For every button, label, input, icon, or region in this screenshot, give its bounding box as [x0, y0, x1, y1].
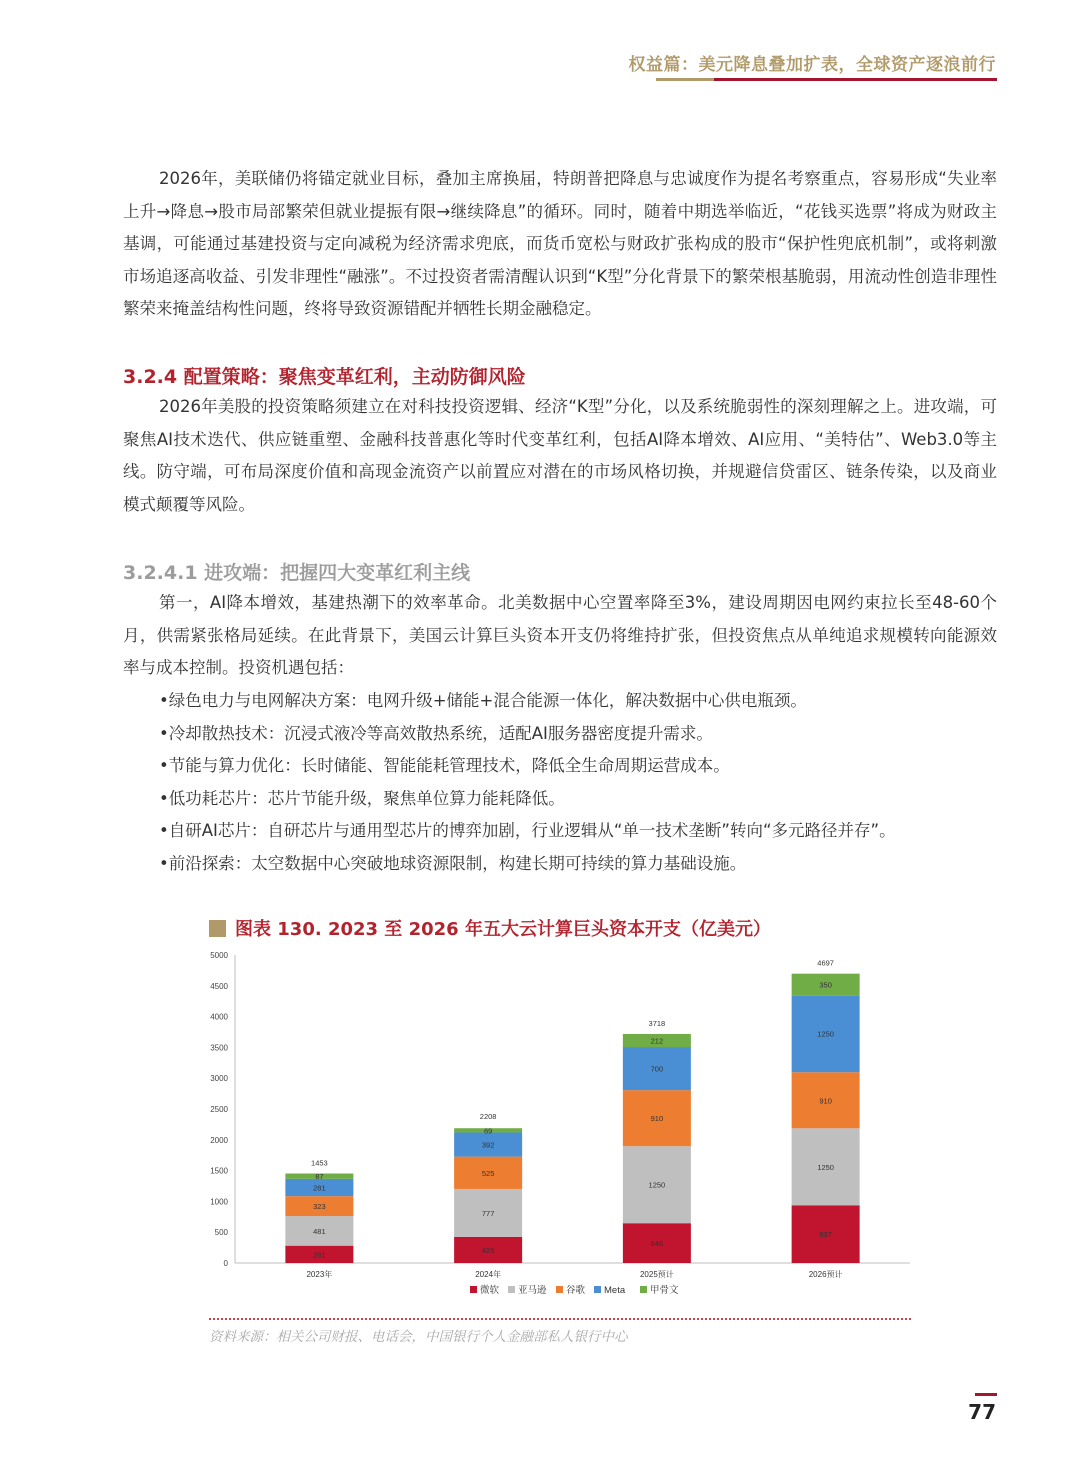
data-label: 1250 — [817, 1029, 834, 1039]
legend-label: Meta — [604, 1285, 626, 1296]
legend-swatch — [470, 1286, 477, 1293]
paragraph-2: 2026年美股的投资策略须建立在对科技投资逻辑、经济“K型”分化，以及系统脆弱性的深刻理解之上。进攻端，可聚焦AI技术迭代、供应链重塑、金融科技普惠化等时代变革红利，包括AI降本增效、AI应用、“美特估”、Web3.0等主线。防守端，可布局深度价值和高现金流资产以前置应对潜在的市场风格切换，并规避信贷雷区、链条传染，以及商业模式颠覆等风险。 — [123, 397, 997, 514]
data-label: 392 — [481, 1140, 495, 1150]
bullet-item: •前沿探索：太空数据中心突破地球资源限制，构建长期可持续的算力基础设施。 — [159, 853, 747, 873]
y-tick-label: 4500 — [210, 981, 228, 991]
section-heading-3-2-4-1: 3.2.4.1 进攻端：把握四大变革红利主线 — [123, 562, 471, 584]
x-tick-label: 2026预计 — [808, 1270, 843, 1279]
header-rule-red — [714, 78, 997, 81]
page-number-rule — [975, 1393, 997, 1396]
data-label: 212 — [650, 1036, 664, 1046]
legend-label: 微软 — [480, 1285, 500, 1296]
data-label: 525 — [481, 1168, 495, 1178]
capex-stacked-bar-chart — [190, 945, 920, 1310]
bullet-item: •自研AI芯片：自研芯片与通用型芯片的博弈加剧，行业逻辑从“单一技术垄断”转向“多元路径并存”。 — [159, 821, 896, 840]
total-label: 3718 — [648, 1018, 666, 1028]
data-label: 937 — [819, 1230, 832, 1240]
section-heading-3-2-4: 3.2.4 配置策略：聚焦变革红利，主动防御风险 — [123, 366, 526, 388]
legend-label: 谷歌 — [566, 1285, 586, 1296]
data-label: 87 — [315, 1172, 324, 1182]
legend-label: 甲骨文 — [650, 1285, 679, 1296]
chart-title-row — [209, 915, 771, 941]
data-label: 1250 — [817, 1162, 834, 1172]
chart-title-marker — [209, 920, 226, 937]
data-label: 700 — [650, 1064, 664, 1074]
source-divider — [209, 1318, 911, 1320]
data-label: 69 — [483, 1126, 493, 1136]
bullet-item: •低功耗芯片：芯片节能升级，聚焦单位算力能耗降低。 — [159, 788, 565, 808]
y-tick-label: 2000 — [210, 1135, 228, 1145]
y-tick-label: 1500 — [210, 1166, 228, 1176]
data-label: 425 — [481, 1245, 495, 1255]
y-tick-label: 5000 — [210, 951, 228, 960]
total-label: 4697 — [817, 958, 834, 968]
data-label: 481 — [313, 1226, 326, 1236]
y-tick-label: 3000 — [210, 1074, 228, 1084]
page-number: 77 — [968, 1400, 996, 1424]
page-header-title: 权益篇：美元降息叠加扩表，全球资产逐浪前行 — [628, 55, 996, 75]
y-tick-label: 3500 — [210, 1043, 228, 1053]
x-tick-label: 2023年 — [306, 1270, 333, 1279]
bullet-item: •节能与算力优化：长时储能、智能能耗管理技术，降低全生命周期运营成本。 — [159, 756, 730, 775]
y-tick-label: 2500 — [210, 1105, 228, 1114]
total-label: 2208 — [479, 1111, 497, 1121]
data-label: 281 — [313, 1250, 326, 1260]
x-tick-label: 2024年 — [475, 1270, 502, 1279]
data-label: 281 — [313, 1183, 326, 1193]
data-label: 910 — [650, 1114, 664, 1124]
y-tick-label: 500 — [214, 1228, 228, 1238]
legend-label: 亚马逊 — [518, 1285, 547, 1296]
bullet-item: •冷却散热技术：沉浸式液冷等高效散热系统，适配AI服务器密度提升需求。 — [159, 723, 713, 743]
y-tick-label: 1000 — [210, 1197, 228, 1207]
legend-swatch — [640, 1286, 647, 1293]
legend-swatch — [556, 1286, 563, 1293]
y-tick-label: 0 — [223, 1259, 228, 1268]
data-label: 1250 — [648, 1180, 666, 1190]
header-rule-gold — [656, 78, 714, 81]
x-tick-label: 2025预计 — [639, 1270, 674, 1279]
y-tick-label: 4000 — [210, 1012, 228, 1022]
paragraph-3: 第一，AI降本增效，基建热潮下的效率革命。北美数据中心空置率降至3%，建设周期因电网约束拉长至48-60个月，供需紧张格局延续。在此背景下，美国云计算巨头资本开支仍将维持扩张，但投资焦点从单纯追求规模转向能源效率与成本控制。投资机遇包括： — [123, 593, 997, 677]
chart-title: 图表 130. 2023 至 2026 年五大云计算巨头资本开支（亿美元） — [235, 919, 771, 940]
paragraph-1: 2026年，美联储仍将锚定就业目标，叠加主席换届，特朗普把降息与忠诚度作为提名考察重点，容易形成“失业率上升→降息→股市局部繁荣但就业提振有限→继续降息”的循环。同时，随着中期选举临近，“花钱买选票”将成为财政主基调，可能通过基建投资与定向减税为经济需求兜底，而货币宽松与财政扩张构成的股市“保护性兜底机制”，或将刺激市场追逐高收益、引发非理性“融涨”。不过投资者需清醒认识到“K型”分化背景下的繁荣根基脆弱，用流动性创造非理性繁荣来掩盖结构性问题，终将导致资源错配并牺牲长期金融稳定。 — [123, 169, 997, 318]
legend-swatch — [508, 1286, 515, 1293]
bullet-list — [159, 685, 896, 880]
total-label: 1453 — [311, 1158, 328, 1168]
legend-swatch — [594, 1286, 601, 1293]
source-note: 资料来源：相关公司财报、电话会，中国银行个人金融部私人银行中心 — [209, 1329, 628, 1345]
data-label: 777 — [481, 1208, 495, 1218]
bullet-item: •绿色电力与电网解决方案：电网升级+储能+混合能源一体化，解决数据中心供电瓶颈。 — [159, 691, 807, 710]
data-label: 323 — [313, 1202, 326, 1212]
data-label: 910 — [819, 1096, 832, 1106]
data-label: 350 — [819, 980, 832, 990]
data-label: 646 — [650, 1239, 664, 1249]
